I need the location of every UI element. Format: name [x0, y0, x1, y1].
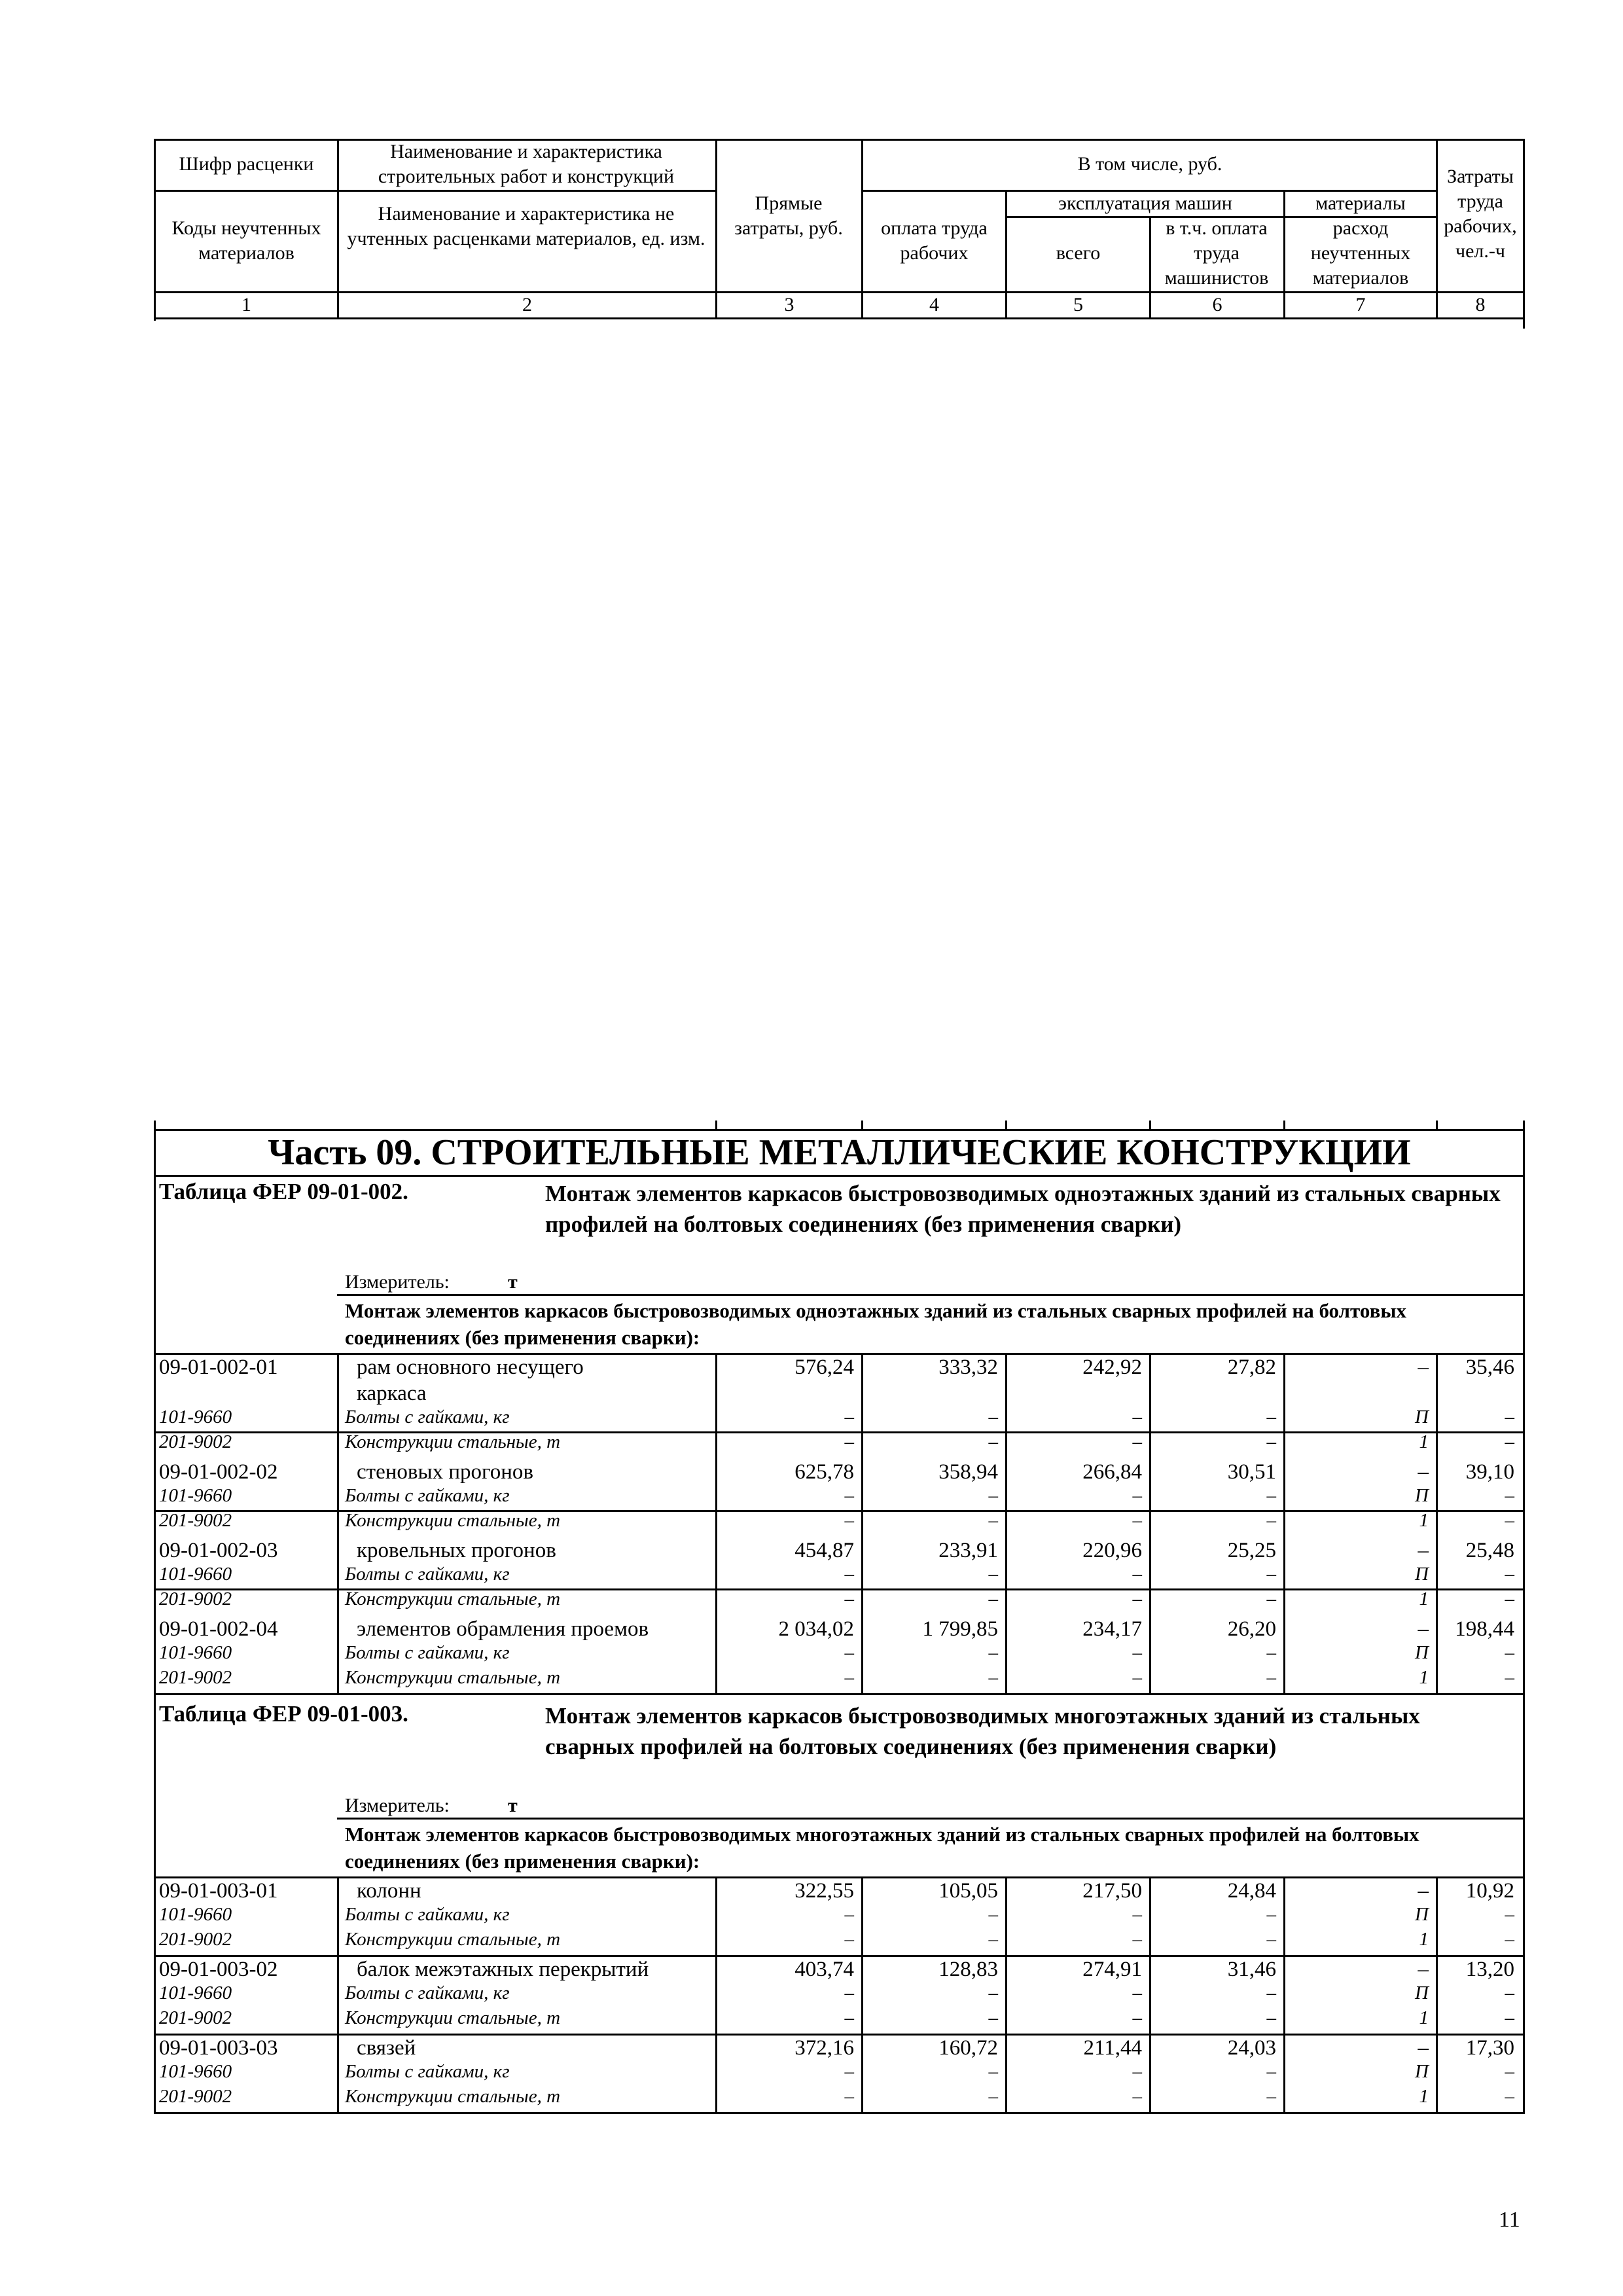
empty-dash: – — [844, 1564, 854, 1585]
empty-dash: – — [1132, 1564, 1142, 1585]
unit-label: Измеритель: — [345, 1271, 450, 1293]
material-code: 101-9660 — [159, 1485, 232, 1506]
rate-code: 09-01-002-04 — [159, 1617, 278, 1641]
material-code: 101-9660 — [159, 1642, 232, 1663]
empty-dash: – — [1132, 2007, 1142, 2028]
material-consumption: – — [1418, 1355, 1429, 1379]
material-flag: П — [1415, 1407, 1429, 1427]
empty-dash: – — [1266, 1564, 1276, 1585]
material-code: 101-9660 — [159, 1407, 232, 1427]
rate-code: 09-01-003-03 — [159, 2036, 278, 2060]
header-col-number: 8 — [1475, 294, 1486, 315]
material-code: 201-9002 — [159, 1510, 232, 1531]
machinist-pay: 24,84 — [1227, 1879, 1276, 1903]
empty-dash: – — [844, 1982, 854, 2003]
empty-dash: – — [1132, 1904, 1142, 1925]
empty-dash: – — [988, 1407, 998, 1427]
empty-dash: – — [1505, 1982, 1514, 2003]
material-name: Конструкции стальные, т — [345, 1510, 561, 1531]
empty-dash: – — [844, 1510, 854, 1531]
empty-dash: – — [1505, 1564, 1514, 1585]
machinist-pay: 26,20 — [1227, 1617, 1276, 1641]
rate-name: рам основного несущего каркаса — [357, 1355, 584, 1405]
empty-dash: – — [1505, 1431, 1514, 1452]
empty-dash: – — [1266, 1485, 1276, 1506]
header-labor-hours: Затраты труда рабочих, чел.-ч — [1444, 166, 1517, 262]
rate-code: 09-01-003-01 — [159, 1879, 278, 1903]
empty-dash: – — [1132, 1510, 1142, 1531]
material-name: Болты с гайками, кг — [345, 1982, 510, 2003]
material-code: 201-9002 — [159, 2007, 232, 2028]
empty-dash: – — [988, 2007, 998, 2028]
material-flag: П — [1415, 1642, 1429, 1663]
empty-dash: – — [988, 1431, 998, 1452]
empty-dash: – — [988, 1510, 998, 1531]
empty-dash: – — [1132, 1407, 1142, 1427]
empty-dash: – — [1132, 1588, 1142, 1609]
material-flag: П — [1415, 2061, 1429, 2082]
rate-name: балок межэтажных перекрытий — [357, 1958, 649, 1981]
empty-dash: – — [1132, 1485, 1142, 1506]
empty-dash: – — [988, 1588, 998, 1609]
header-col-number: 6 — [1212, 294, 1222, 315]
empty-dash: – — [988, 1904, 998, 1925]
empty-dash: – — [1132, 1431, 1142, 1452]
material-flag: 1 — [1419, 2086, 1429, 2107]
empty-dash: – — [988, 2061, 998, 2082]
empty-dash: – — [844, 1431, 854, 1452]
empty-dash: – — [1266, 2086, 1276, 2107]
material-code: 201-9002 — [159, 2086, 232, 2107]
labor-pay: 128,83 — [938, 1958, 998, 1981]
machines-total: 220,96 — [1082, 1539, 1142, 1562]
empty-dash: – — [1505, 1929, 1514, 1950]
empty-dash: – — [844, 1407, 854, 1427]
material-name: Конструкции стальные, т — [345, 1667, 561, 1688]
empty-dash: – — [1266, 1588, 1276, 1609]
rate-name: кровельных прогонов — [357, 1539, 556, 1562]
header-col-number: 5 — [1073, 294, 1083, 315]
labor-pay: 105,05 — [938, 1879, 998, 1903]
empty-dash: – — [844, 1485, 854, 1506]
empty-dash: – — [844, 1642, 854, 1663]
empty-dash: – — [1505, 1588, 1514, 1609]
table-title: Монтаж элементов каркасов быстровозводимых одноэтажных зданий из стальных сварных профилей на болтовых соединениях (без применения сварки) — [545, 1181, 1501, 1237]
material-consumption: – — [1418, 2036, 1429, 2060]
machinist-pay: 27,82 — [1227, 1355, 1276, 1379]
header-col-number: 3 — [784, 294, 794, 315]
empty-dash: – — [1266, 2061, 1276, 2082]
material-name: Конструкции стальные, т — [345, 2086, 561, 2107]
material-flag: П — [1415, 1904, 1429, 1925]
labor-hours: 35,46 — [1465, 1355, 1514, 1379]
machinist-pay: 31,46 — [1227, 1958, 1276, 1981]
labor-hours: 25,48 — [1465, 1539, 1514, 1562]
material-flag: 1 — [1419, 1431, 1429, 1452]
material-code: 201-9002 — [159, 1431, 232, 1452]
material-name: Конструкции стальные, т — [345, 2007, 561, 2028]
material-name: Конструкции стальные, т — [345, 1588, 561, 1609]
empty-dash: – — [1505, 1904, 1514, 1925]
header-machines: эксплуатация машин — [1058, 192, 1232, 214]
header-material-codes: Коды неучтенных материалов — [171, 217, 321, 264]
labor-hours: 13,20 — [1465, 1958, 1514, 1981]
empty-dash: – — [1505, 1485, 1514, 1506]
empty-dash: – — [1132, 2061, 1142, 2082]
empty-dash: – — [1266, 1642, 1276, 1663]
rate-name: колонн — [357, 1879, 421, 1903]
rate-code: 09-01-002-02 — [159, 1460, 278, 1484]
rate-name: стеновых прогонов — [357, 1460, 533, 1484]
machines-total: 211,44 — [1083, 2036, 1142, 2060]
rate-name: элементов обрамления проемов — [357, 1617, 649, 1641]
material-name: Болты с гайками, кг — [345, 2061, 510, 2082]
page-number: 11 — [1499, 2208, 1520, 2232]
material-code: 201-9002 — [159, 1588, 232, 1609]
table-label: Таблица ФЕР 09-01-002. — [159, 1179, 408, 1204]
empty-dash: – — [988, 1982, 998, 2003]
direct-costs: 372,16 — [794, 2036, 854, 2060]
labor-pay: 333,32 — [938, 1355, 998, 1379]
labor-hours: 198,44 — [1455, 1617, 1514, 1641]
unit-value: т — [508, 1795, 518, 1816]
empty-dash: – — [844, 1588, 854, 1609]
material-code: 201-9002 — [159, 1667, 232, 1688]
header-direct-costs: Прямые затраты, руб. — [734, 192, 843, 239]
machines-total: 274,91 — [1082, 1958, 1142, 1981]
table-title: Монтаж элементов каркасов быстровозводимых многоэтажных зданий из стальных сварных профилей на болтовых соединениях (без применения сварки) — [545, 1703, 1420, 1759]
rate-code: 09-01-002-03 — [159, 1539, 278, 1562]
material-code: 101-9660 — [159, 1904, 232, 1925]
material-name: Болты с гайками, кг — [345, 1904, 510, 1925]
empty-dash: – — [1132, 1982, 1142, 2003]
header-code: Шифр расценки — [179, 153, 314, 175]
direct-costs: 2 034,02 — [778, 1617, 854, 1641]
direct-costs: 403,74 — [794, 1958, 854, 1981]
empty-dash: – — [1505, 1407, 1514, 1427]
machines-total: 234,17 — [1082, 1617, 1142, 1641]
machines-total: 217,50 — [1082, 1879, 1142, 1903]
empty-dash: – — [1266, 1431, 1276, 1452]
labor-pay: 233,91 — [938, 1539, 998, 1562]
header-materials: материалы — [1315, 192, 1406, 214]
empty-dash: – — [988, 1667, 998, 1688]
header-including: В том числе, руб. — [1077, 153, 1222, 175]
material-consumption: – — [1418, 1617, 1429, 1641]
empty-dash: – — [1505, 1510, 1514, 1531]
empty-dash: – — [844, 2061, 854, 2082]
empty-dash: – — [1266, 1667, 1276, 1688]
material-flag: П — [1415, 1564, 1429, 1585]
rate-code: 09-01-003-02 — [159, 1958, 278, 1981]
machinist-pay: 25,25 — [1227, 1539, 1276, 1562]
header-material-name: Наименование и характеристика не учтенных расценками материалов, ед. изм. — [347, 203, 705, 249]
empty-dash: – — [1505, 2061, 1514, 2082]
empty-dash: – — [844, 1667, 854, 1688]
material-code: 101-9660 — [159, 1564, 232, 1585]
header-labor-pay: оплата труда рабочих — [881, 217, 988, 264]
material-name: Конструкции стальные, т — [345, 1431, 561, 1452]
labor-hours: 10,92 — [1465, 1879, 1514, 1903]
empty-dash: – — [1266, 1407, 1276, 1427]
labor-hours: 17,30 — [1465, 2036, 1514, 2060]
header-machines-total: всего — [1056, 242, 1101, 264]
table-label: Таблица ФЕР 09-01-003. — [159, 1701, 408, 1727]
empty-dash: – — [1505, 2007, 1514, 2028]
labor-pay: 358,94 — [938, 1460, 998, 1484]
empty-dash: – — [844, 1904, 854, 1925]
empty-dash: – — [988, 1485, 998, 1506]
empty-dash: – — [1266, 1904, 1276, 1925]
direct-costs: 576,24 — [794, 1355, 854, 1379]
direct-costs: 625,78 — [794, 1460, 854, 1484]
rate-name: связей — [357, 2036, 416, 2060]
labor-pay: 160,72 — [938, 2036, 998, 2060]
unit-value: т — [508, 1271, 518, 1293]
rate-code: 09-01-002-01 — [159, 1355, 278, 1379]
group-title: Монтаж элементов каркасов быстровозводимых одноэтажных зданий из стальных сварных профилей на болтовых соединениях (без применения сварки): — [345, 1299, 1407, 1349]
material-flag: П — [1415, 1485, 1429, 1506]
empty-dash: – — [988, 2086, 998, 2107]
direct-costs: 322,55 — [794, 1879, 854, 1903]
header-col-number: 2 — [522, 294, 532, 315]
empty-dash: – — [988, 1929, 998, 1950]
labor-pay: 1 799,85 — [922, 1617, 998, 1641]
empty-dash: – — [1505, 2086, 1514, 2107]
empty-dash: – — [844, 2086, 854, 2107]
empty-dash: – — [1266, 1982, 1276, 2003]
material-flag: 1 — [1419, 2007, 1429, 2028]
header-col-number: 1 — [241, 294, 251, 315]
labor-hours: 39,10 — [1465, 1460, 1514, 1484]
machinist-pay: 30,51 — [1227, 1460, 1276, 1484]
empty-dash: – — [1266, 1929, 1276, 1950]
empty-dash: – — [1132, 2086, 1142, 2107]
empty-dash: – — [1266, 1510, 1276, 1531]
empty-dash: – — [1266, 2007, 1276, 2028]
machines-total: 266,84 — [1082, 1460, 1142, 1484]
material-name: Болты с гайками, кг — [345, 1564, 510, 1585]
empty-dash: – — [844, 2007, 854, 2028]
empty-dash: – — [844, 1929, 854, 1950]
material-flag: 1 — [1419, 1667, 1429, 1688]
header-machinist-pay: в т.ч. оплата труда машинистов — [1164, 217, 1269, 289]
material-code: 101-9660 — [159, 2061, 232, 2082]
empty-dash: – — [1132, 1642, 1142, 1663]
material-code: 201-9002 — [159, 1929, 232, 1950]
material-code: 101-9660 — [159, 1982, 232, 2003]
material-flag: 1 — [1419, 1510, 1429, 1531]
material-flag: 1 — [1419, 1929, 1429, 1950]
material-consumption: – — [1418, 1539, 1429, 1562]
group-title: Монтаж элементов каркасов быстровозводимых многоэтажных зданий из стальных сварных профилей на болтовых соединениях (без применения сварки): — [345, 1823, 1419, 1873]
material-consumption: – — [1418, 1460, 1429, 1484]
empty-dash: – — [988, 1642, 998, 1663]
header-col-number: 7 — [1355, 294, 1366, 315]
machinist-pay: 24,03 — [1227, 2036, 1276, 2060]
empty-dash: – — [988, 1564, 998, 1585]
material-flag: П — [1415, 1982, 1429, 2003]
empty-dash: – — [1132, 1929, 1142, 1950]
header-unaccounted-materials: расход неучтенных материалов — [1310, 217, 1411, 289]
part-title: Часть 09. СТРОИТЕЛЬНЫЕ МЕТАЛЛИЧЕСКИЕ КОНСТРУКЦИИ — [268, 1132, 1411, 1173]
material-consumption: – — [1418, 1958, 1429, 1981]
machines-total: 242,92 — [1082, 1355, 1142, 1379]
material-name: Болты с гайками, кг — [345, 1407, 510, 1427]
material-name: Болты с гайками, кг — [345, 1642, 510, 1663]
header-col-number: 4 — [929, 294, 939, 315]
material-consumption: – — [1418, 1879, 1429, 1903]
material-flag: 1 — [1419, 1588, 1429, 1609]
header-work-name: Наименование и характеристика строительных работ и конструкций — [378, 141, 675, 187]
material-name: Болты с гайками, кг — [345, 1485, 510, 1506]
direct-costs: 454,87 — [794, 1539, 854, 1562]
empty-dash: – — [1132, 1667, 1142, 1688]
empty-dash: – — [1505, 1667, 1514, 1688]
material-name: Конструкции стальные, т — [345, 1929, 561, 1950]
unit-label: Измеритель: — [345, 1795, 450, 1816]
empty-dash: – — [1505, 1642, 1514, 1663]
